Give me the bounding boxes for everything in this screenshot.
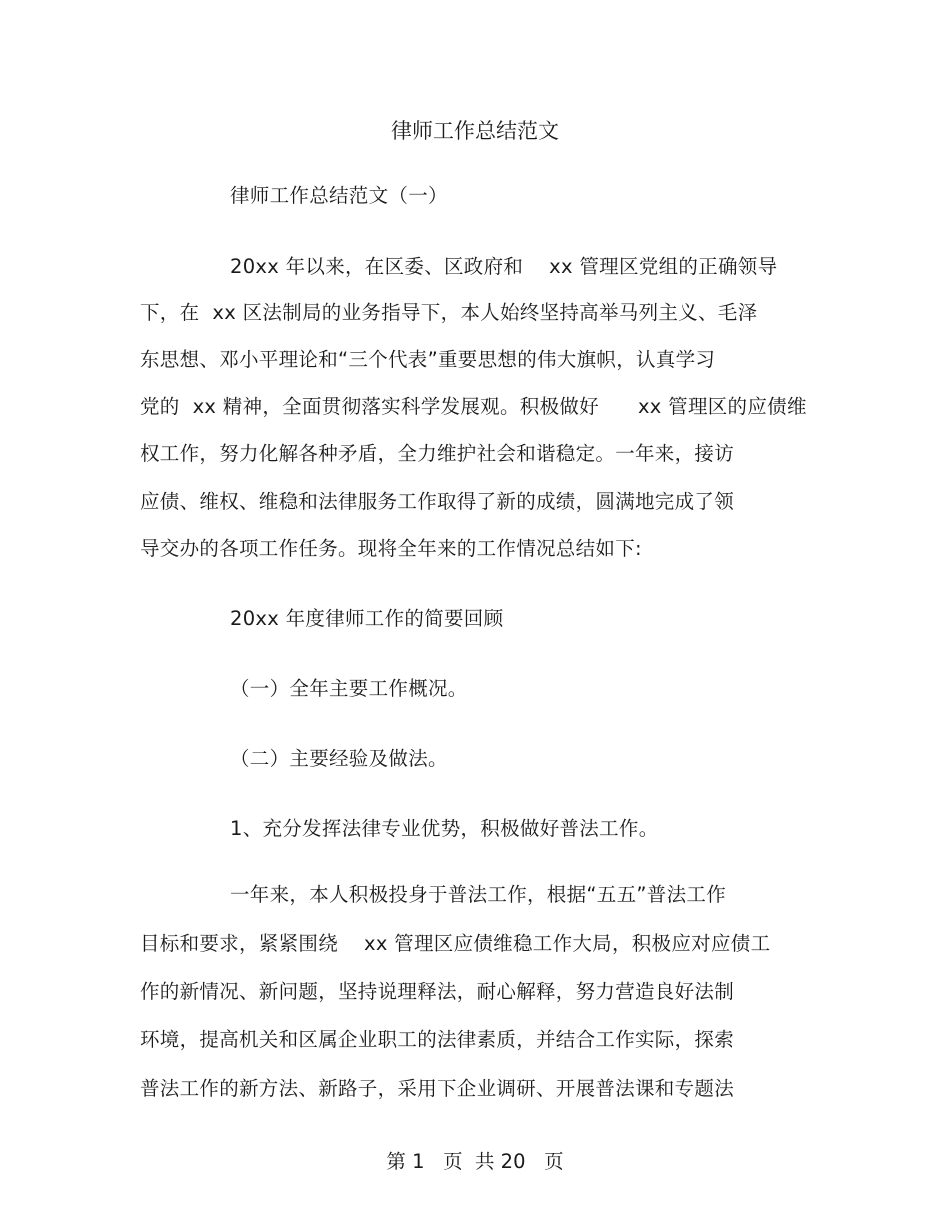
paragraph-1-line-7: 导交办的各项工作任务。现将全年来的工作情况总结如下: <box>140 537 642 560</box>
paragraph-1-line-5: 权工作，努力化解各种矛盾，全力维护社会和谐稳定。一年来，接访 <box>140 442 735 465</box>
heading-overview: （一）全年主要工作概况。 <box>230 677 468 700</box>
heading-point-1: 1、充分发挥法律专业优势，积极做好普法工作。 <box>230 817 659 840</box>
paragraph-2-line-2: 目标和要求，紧紧围绕 xx 管理区应债维稳工作大局，积极应对应债工 <box>140 932 771 955</box>
paragraph-1-line-3: 东思想、邓小平理论和“三个代表”重要思想的伟大旗帜，认真学习 <box>140 348 716 371</box>
paragraph-1-line-4: 党的 xx 精神，全面贯彻落实科学发展观。积极做好 xx 管理区的应债维 <box>140 395 807 418</box>
section-title: 律师工作总结范文（一） <box>230 184 448 207</box>
heading-annual-review: 20xx 年度律师工作的简要回顾 <box>230 607 504 630</box>
paragraph-1-line-2: 下，在 xx 区法制局的业务指导下，本人始终坚持高举马列主义、毛泽 <box>140 301 758 324</box>
page-footer: 第 1 页 共 20 页 <box>386 1150 564 1173</box>
paragraph-2-line-5: 普法工作的新方法、新路子，采用下企业调研、开展普法课和专题法 <box>140 1077 735 1100</box>
paragraph-2-line-3: 作的新情况、新问题，坚持说理释法，耐心解释，努力营造良好法制 <box>140 980 735 1003</box>
document-title: 律师工作总结范文 <box>391 119 559 143</box>
paragraph-2-line-4: 环境，提高机关和区属企业职工的法律素质，并结合工作实际，探索 <box>140 1028 735 1051</box>
paragraph-2-line-1: 一年来，本人积极投身于普法工作，根据“五五”普法工作 <box>230 883 727 906</box>
paragraph-1-line-1: 20xx 年以来，在区委、区政府和 xx 管理区党组的正确领导 <box>230 255 778 278</box>
heading-experience: （二）主要经验及做法。 <box>230 747 448 770</box>
paragraph-1-line-6: 应债、维权、维稳和法律服务工作取得了新的成绩，圆满地完成了领 <box>140 490 735 513</box>
